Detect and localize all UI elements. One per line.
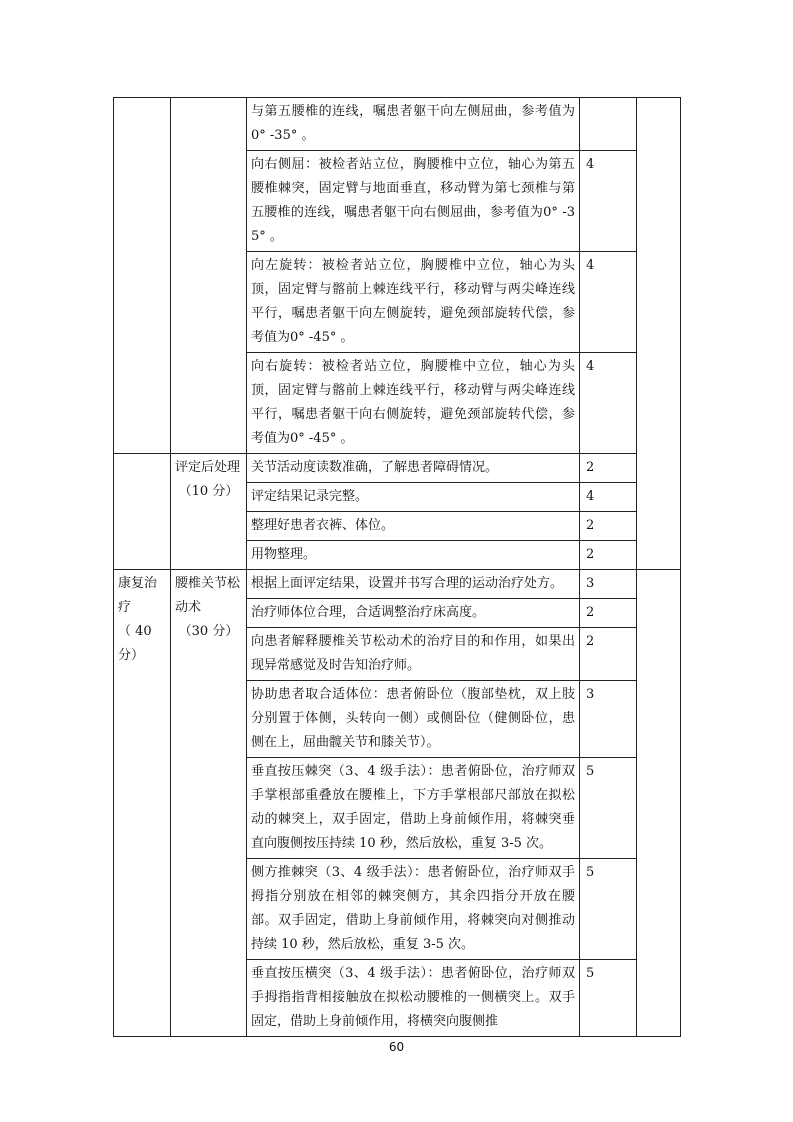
item-score: 3: [580, 570, 637, 599]
item-content: 治疗师体位合理，合适调整治疗床高度。: [247, 599, 580, 628]
table-row: [114, 98, 681, 151]
item-score: 3: [580, 681, 637, 758]
item-content: 向左旋转：被检者站立位，胸腰椎中立位，轴心为头顶，固定臂与髂前上棘连线平行，移动臂与两尖峰连线平行，嘱患者躯干向左侧旋转，避免颈部旋转代偿，参考值为0° -45° 。: [247, 252, 580, 353]
item-content: 侧方推棘突（3、4 级手法）：患者俯卧位，治疗师双手拇指分别放在相邻的棘突侧方，其余四指分开放在腰部。双手固定，借助上身前倾作用，将棘突向对侧推动持续 10 秒，然后放松，重复 3-5 次。: [247, 859, 580, 960]
item-content: 用物整理。: [247, 541, 580, 570]
item-content: 向右侧屈：被检者站立位，胸腰椎中立位，轴心为第五腰椎棘突，固定臂与地面垂直，移动臂为第七颈椎与第五腰椎的连线，嘱患者躯干向右侧屈曲，参考值为0° -35° 。: [247, 151, 580, 252]
item-content: 垂直按压棘突（3、4 级手法）：患者俯卧位，治疗师双手掌根部重叠放在腰椎上，下方手掌根部尺部放在拟松动的棘突上，双手固定，借助上身前倾作用，将棘突垂直向腹侧按压持续 10 秒，然后放松，重复 3-5 次。: [247, 758, 580, 859]
group-cell-post: [171, 454, 247, 570]
item-score: 5: [580, 960, 637, 1037]
item-score: 2: [580, 454, 637, 483]
item-score: [580, 98, 637, 151]
section-cell-rehab: [114, 570, 171, 1037]
group-cell-blank: [171, 98, 247, 454]
group-score: （10 分）: [178, 484, 239, 499]
remark-cell: [637, 570, 681, 1037]
item-score: 2: [580, 628, 637, 681]
item-score: 2: [580, 512, 637, 541]
section-label: 康复治疗: [118, 576, 158, 615]
item-content: 与第五腰椎的连线，嘱患者躯干向左侧屈曲，参考值为0° -35° 。: [247, 98, 580, 151]
item-content: 协助患者取合适体位：患者俯卧位（腹部垫枕，双上肢分别置于体侧，头转向一侧）或侧卧位（健侧卧位，患侧在上，屈曲髋关节和膝关节）。: [247, 681, 580, 758]
item-score: 4: [580, 151, 637, 252]
section-cell-blank: [114, 98, 171, 454]
item-content: 向患者解释腰椎关节松动术的治疗目的和作用，如果出现异常感觉及时告知治疗师。: [247, 628, 580, 681]
assessment-table: [113, 97, 681, 1037]
group-label: 腰椎关节松动术: [175, 576, 241, 615]
item-score: 4: [580, 252, 637, 353]
section-score: （ 40 分）: [118, 624, 152, 663]
item-content: 关节活动度读数准确，了解患者障碍情况。: [247, 454, 580, 483]
item-content: 向右旋转：被检者站立位，胸腰椎中立位，轴心为头顶，固定臂与髂前上棘连线平行，移动臂与两尖峰连线平行，嘱患者躯干向右侧旋转，避免颈部旋转代偿，参考值为0° -45° 。: [247, 353, 580, 454]
item-score: 4: [580, 483, 637, 512]
page-number: 60: [388, 1040, 405, 1054]
item-content: 评定结果记录完整。: [247, 483, 580, 512]
item-score: 2: [580, 599, 637, 628]
item-content: 垂直按压横突（3、4 级手法）：患者俯卧位，治疗师双手拇指指背相接触放在拟松动腰椎的一侧横突上。双手固定，借助上身前倾作用，将横突向腹侧推: [247, 960, 580, 1037]
table-row: [114, 454, 681, 483]
group-cell-lumbar: [171, 570, 247, 1037]
group-score: （30 分）: [178, 624, 239, 639]
remark-cell: [637, 98, 681, 570]
section-cell-blank: [114, 454, 171, 570]
item-score: 5: [580, 859, 637, 960]
item-score: 2: [580, 541, 637, 570]
group-label: 评定后处理: [175, 460, 241, 475]
item-score: 5: [580, 758, 637, 859]
item-score: 4: [580, 353, 637, 454]
table-row: [114, 570, 681, 599]
item-content: 整理好患者衣裤、体位。: [247, 512, 580, 541]
item-content: 根据上面评定结果，设置并书写合理的运动治疗处方。: [247, 570, 580, 599]
